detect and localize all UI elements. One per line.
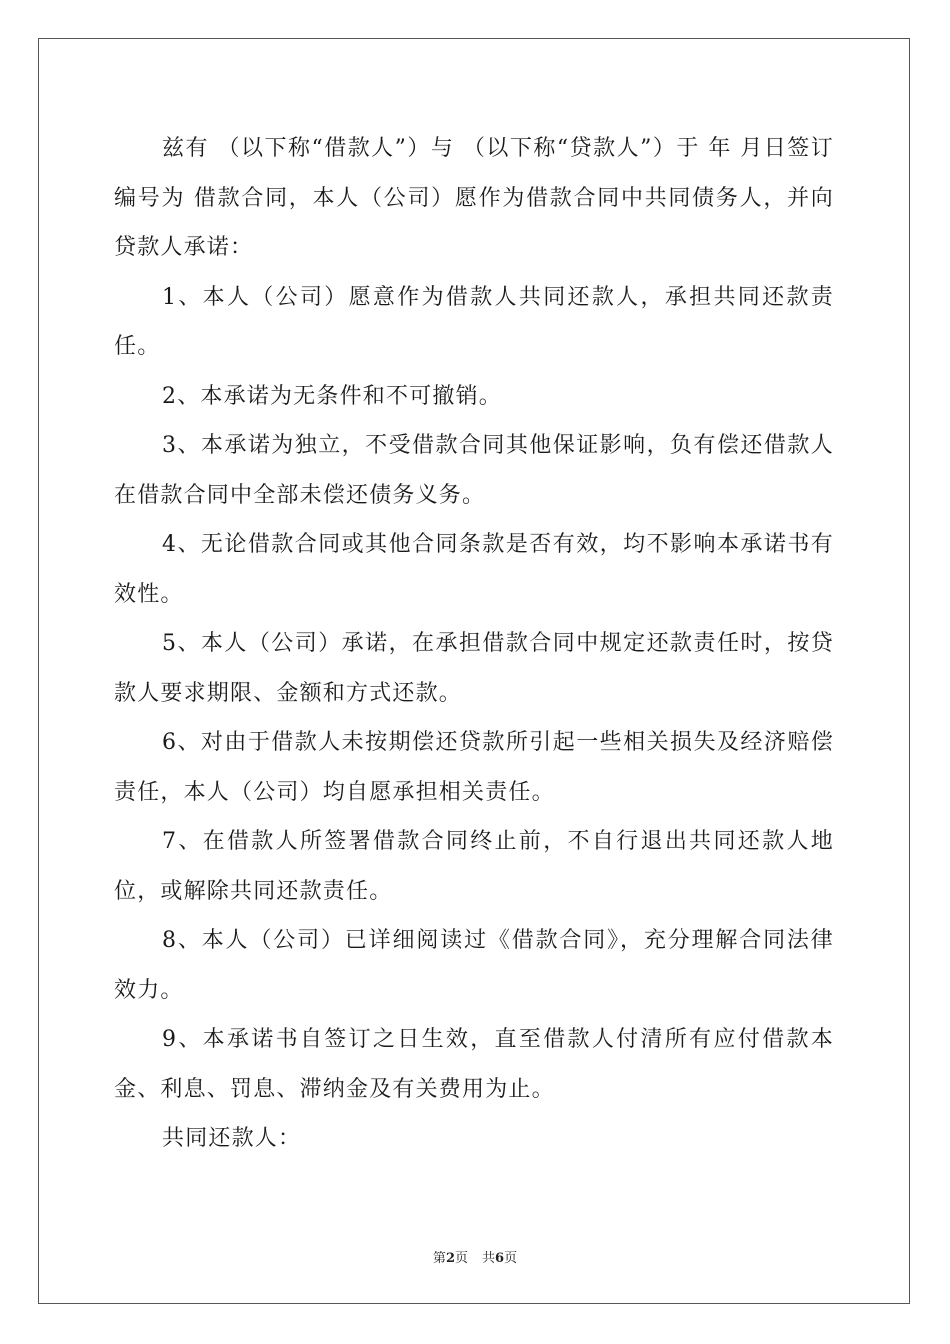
- total-pages: 6: [495, 1251, 505, 1266]
- page-number: 2: [445, 1251, 455, 1266]
- clause-4: 4、无论借款合同或其他合同条款是否有效，均不影响本承诺书有效性。: [114, 532, 834, 607]
- intro-paragraph: 兹有 （以下称“借款人”）与 （以下称“贷款人”）于 年 月日签订编号为 借款合同，本人（公司）愿作为借款合同中共同债务人，并向贷款人承诺：: [114, 136, 834, 260]
- clause-7: 7、在借款人所签署借款合同终止前，不自行退出共同还款人地位，或解除共同还款责任。: [114, 829, 834, 904]
- page-suffix: 页: [454, 1251, 468, 1266]
- clause-2: 2、本承诺为无条件和不可撤销。: [162, 383, 502, 409]
- page-footer: [0, 1247, 950, 1266]
- document-body: [114, 124, 834, 1164]
- signature-label: 共同还款人：: [162, 1126, 302, 1151]
- total-suffix: 页: [504, 1251, 518, 1266]
- clause-8: 8、本人（公司）已详细阅读过《借款合同》，充分理解合同法律效力。: [114, 928, 834, 1003]
- clause-3: 3、本承诺为独立，不受借款合同其他保证影响，负有偿还借款人在借款合同中全部未偿还债务义务。: [114, 433, 834, 508]
- clause-9: 9、本承诺书自签订之日生效，直至借款人付清所有应付借款本金、利息、罚息、滞纳金及有关费用为止。: [114, 1027, 834, 1102]
- total-prefix: 共: [482, 1251, 496, 1266]
- clause-6: 6、对由于借款人未按期偿还贷款所引起一些相关损失及经济赔偿责任，本人（公司）均自愿承担相关责任。: [114, 730, 834, 805]
- page-prefix: 第: [432, 1251, 446, 1266]
- clause-5: 5、本人（公司）承诺，在承担借款合同中规定还款责任时，按贷款人要求期限、金额和方式还款。: [114, 631, 834, 706]
- clause-1: 1、本人（公司）愿意作为借款人共同还款人，承担共同还款责任。: [114, 284, 834, 359]
